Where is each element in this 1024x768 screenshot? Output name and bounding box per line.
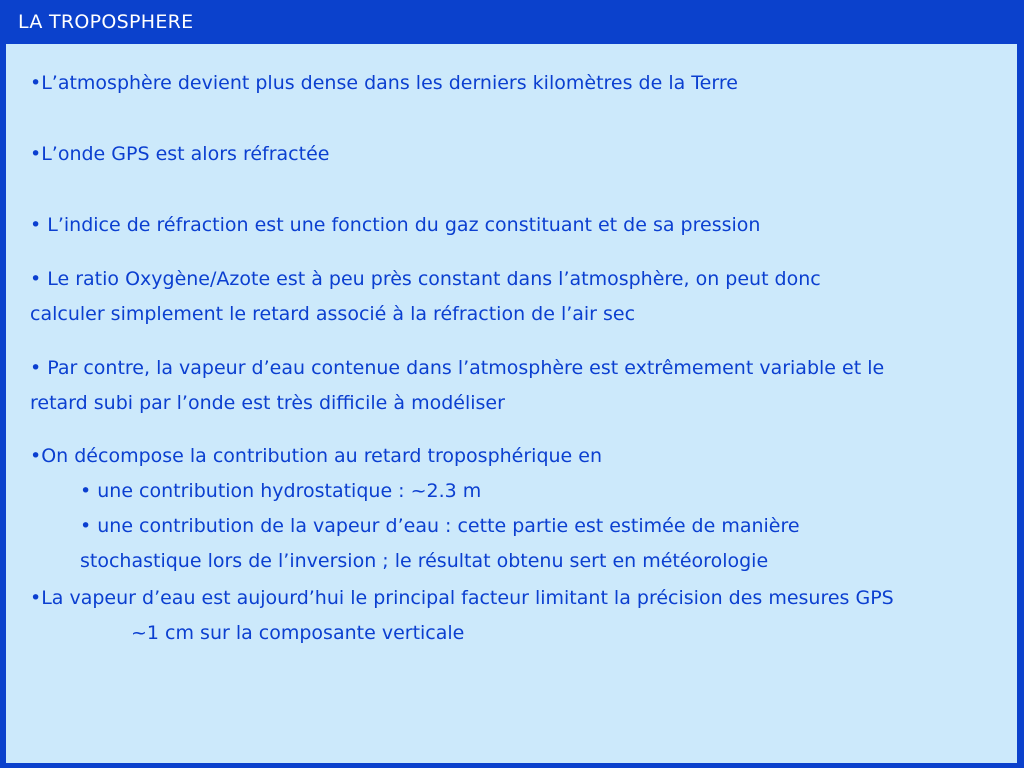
bullet-line-7-note: ~1 cm sur la composante verticale xyxy=(131,622,465,644)
bullet-line-1: •L’atmosphère devient plus dense dans les derniers kilomètres de la Terre xyxy=(30,72,738,94)
bullet-line-5-cont: retard subi par l’onde est très difficile à modéliser xyxy=(30,392,505,414)
bullet-line-4-cont: calculer simplement le retard associé à la réfraction de l’air sec xyxy=(30,303,636,325)
bullet-line-6: •On décompose la contribution au retard troposphérique en xyxy=(30,445,603,467)
content-panel xyxy=(6,44,1017,763)
sub-bullet-hydrostatic: • une contribution hydrostatique : ~2.3 m xyxy=(80,480,482,502)
bullet-line-5: • Par contre, la vapeur d’eau contenue dans l’atmosphère est extrêmement variable et le xyxy=(30,357,885,379)
bullet-line-3: • L’indice de réfraction est une fonction du gaz constituant et de sa pression xyxy=(30,214,761,236)
sub-bullet-water-vapour-cont: stochastique lors de l’inversion ; le résultat obtenu sert en météorologie xyxy=(80,550,769,572)
bullet-line-7: •La vapeur d’eau est aujourd’hui le principal facteur limitant la précision des mesures GPS xyxy=(30,587,894,609)
sub-bullet-water-vapour: • une contribution de la vapeur d’eau : cette partie est estimée de manière xyxy=(80,515,800,537)
slide-title: LA TROPOSPHERE xyxy=(18,11,194,33)
bullet-line-2: •L’onde GPS est alors réfractée xyxy=(30,143,330,165)
bullet-line-4: • Le ratio Oxygène/Azote est à peu près constant dans l’atmosphère, on peut donc xyxy=(30,268,821,290)
